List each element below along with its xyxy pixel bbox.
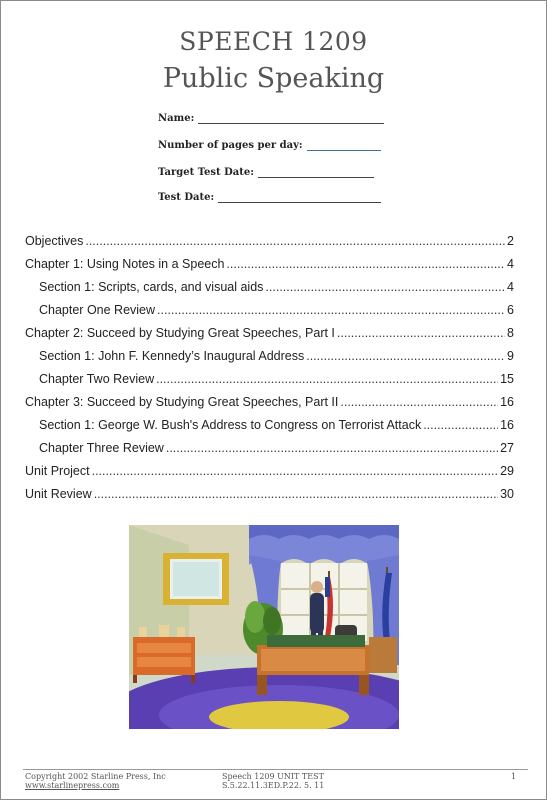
toc-entry-page: 30 bbox=[500, 487, 514, 501]
toc-entry-page: 4 bbox=[507, 280, 514, 294]
pages-per-day-line[interactable] bbox=[307, 141, 381, 151]
website-link[interactable]: www.starlinepress.com bbox=[25, 781, 120, 790]
toc-dot-leader bbox=[337, 326, 505, 340]
footer-publisher bbox=[25, 772, 166, 790]
test-date-label: Test Date: bbox=[158, 192, 215, 203]
toc-entry-page: 9 bbox=[507, 349, 514, 363]
oval-office-illustration bbox=[129, 525, 399, 729]
toc-entry-page: 16 bbox=[500, 395, 514, 409]
toc-entry-label: Objectives bbox=[25, 234, 84, 248]
toc-entry-label: Section 1: Scripts, cards, and visual aids bbox=[39, 280, 264, 294]
toc-dot-leader bbox=[340, 395, 498, 409]
toc-entry-page: 2 bbox=[507, 234, 514, 248]
toc-entry-label: Chapter Three Review bbox=[39, 441, 164, 455]
toc-entry bbox=[25, 257, 514, 275]
page-number: 1 bbox=[511, 772, 517, 781]
toc-entry bbox=[25, 441, 514, 459]
course-title: Public Speaking bbox=[162, 63, 385, 94]
toc-dot-leader bbox=[423, 418, 498, 432]
unit-test-text: Speech 1209 UNIT TEST bbox=[222, 772, 324, 781]
toc-entry-page: 6 bbox=[507, 303, 514, 317]
toc-entry bbox=[25, 234, 514, 252]
toc-dot-leader bbox=[166, 441, 498, 455]
toc-entry bbox=[25, 418, 514, 436]
toc-dot-leader bbox=[94, 487, 498, 501]
toc-entry-page: 8 bbox=[507, 326, 514, 340]
toc-entry bbox=[25, 464, 514, 482]
toc-entry bbox=[25, 395, 514, 413]
target-test-date-line[interactable] bbox=[258, 168, 374, 178]
name-field[interactable] bbox=[158, 113, 384, 124]
toc-entry-label: Unit Review bbox=[25, 487, 92, 501]
target-test-date-field[interactable] bbox=[158, 167, 374, 178]
toc-entry-label: Chapter 1: Using Notes in a Speech bbox=[25, 257, 225, 271]
toc-entry bbox=[25, 372, 514, 390]
toc-dot-leader bbox=[265, 280, 505, 294]
copyright-text: Copyright 2002 Starline Press, Inc bbox=[25, 772, 166, 781]
toc-entry-page: 15 bbox=[500, 372, 514, 386]
toc-entry bbox=[25, 487, 514, 505]
toc-entry bbox=[25, 303, 514, 321]
unit-code-text: S.5.22.11.3ED.P.22. 5. 11 bbox=[222, 781, 325, 790]
toc-entry-label: Unit Project bbox=[25, 464, 90, 478]
toc-entry-page: 4 bbox=[507, 257, 514, 271]
toc-dot-leader bbox=[92, 464, 498, 478]
name-label: Name: bbox=[158, 113, 195, 124]
toc-entry bbox=[25, 349, 514, 367]
pages-per-day-label: Number of pages per day: bbox=[158, 140, 303, 151]
toc-dot-leader bbox=[157, 303, 505, 317]
toc-entry-label: Section 1: John F. Kennedy’s Inaugural Address bbox=[39, 349, 305, 363]
target-test-date-label: Target Test Date: bbox=[158, 167, 254, 178]
toc-entry-page: 29 bbox=[500, 464, 514, 478]
toc-entry-page: 27 bbox=[500, 441, 514, 455]
footer-rule bbox=[23, 769, 528, 770]
toc-entry-label: Chapter 2: Succeed by Studying Great Speeches, Part I bbox=[25, 326, 335, 340]
toc-entry bbox=[25, 280, 514, 298]
name-line[interactable] bbox=[198, 114, 384, 124]
course-code: SPEECH 1209 bbox=[179, 27, 368, 56]
toc-entry-page: 16 bbox=[500, 418, 514, 432]
test-date-line[interactable] bbox=[218, 193, 381, 203]
toc-entry-label: Chapter 3: Succeed by Studying Great Speeches, Part II bbox=[25, 395, 339, 409]
toc-entry-label: Chapter Two Review bbox=[39, 372, 155, 386]
toc-entry bbox=[25, 326, 514, 344]
footer-unit-info bbox=[222, 772, 324, 790]
toc-dot-leader bbox=[306, 349, 505, 363]
toc-entry-label: Section 1: George W. Bush's Address to Congress on Terrorist Attack bbox=[39, 418, 422, 432]
toc-dot-leader bbox=[226, 257, 505, 271]
toc-dot-leader bbox=[85, 234, 505, 248]
toc-dot-leader bbox=[156, 372, 498, 386]
test-date-field[interactable] bbox=[158, 192, 381, 203]
pages-per-day-field[interactable] bbox=[158, 140, 381, 151]
toc-entry-label: Chapter One Review bbox=[39, 303, 156, 317]
